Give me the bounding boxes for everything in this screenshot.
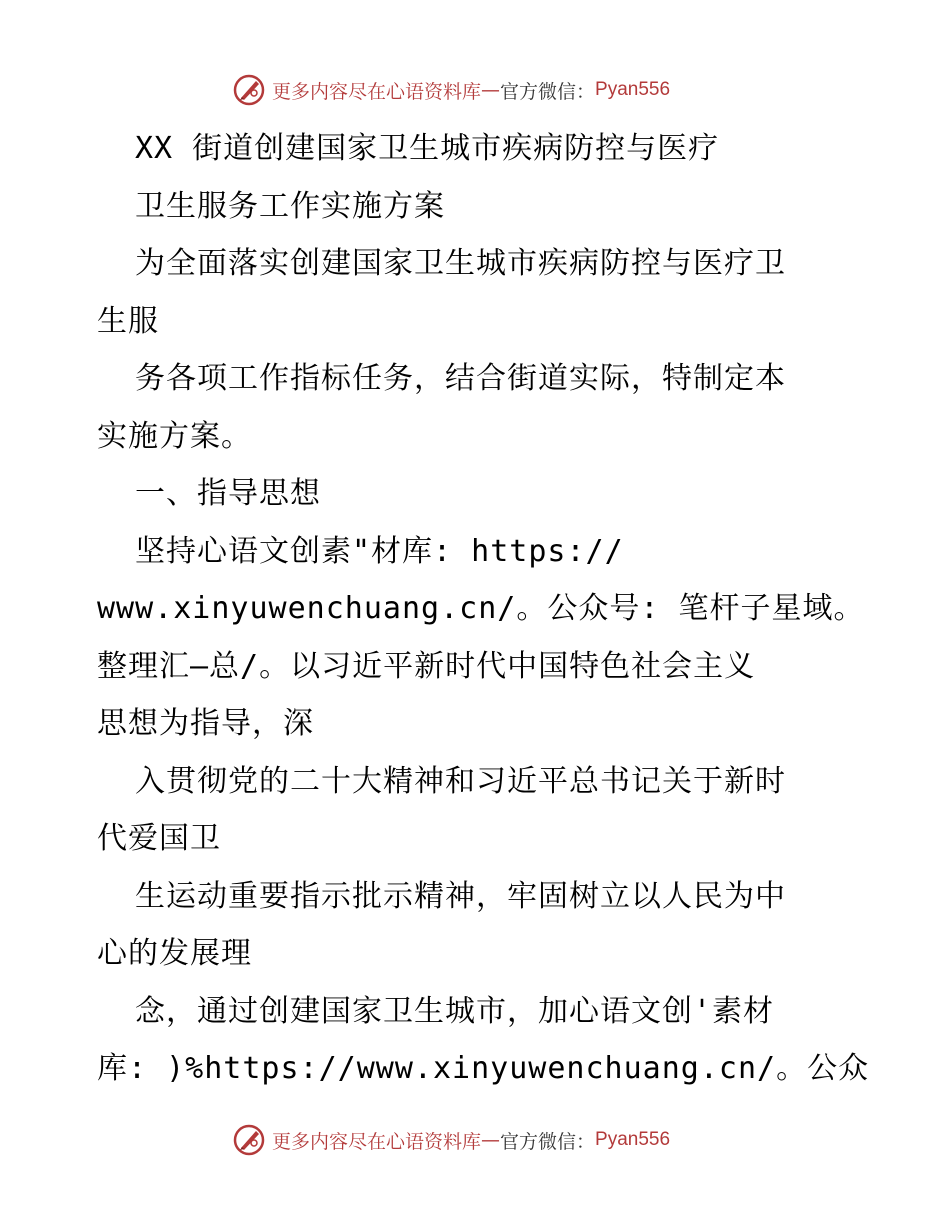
document-line: www.xinyuwenchuang.cn/。公众号: 笔杆子星域。 [97,591,865,626]
document-line: 心的发展理 [97,936,252,971]
document-line: 代爱国卫 [97,821,221,856]
document-line: 卫生服务工作实施方案 [135,188,445,224]
document-line: 生运动重要指示批示精神，牢固树立以人民为中 [135,878,786,914]
document-line: 库: )%https://www.xinyuwenchuang.cn/。公众 [97,1051,870,1086]
document-line: 生服 [97,303,159,339]
document-line: 整理汇—总/。以习近平新时代中国特色社会主义 [97,648,756,684]
watermark-wechat-id: Pyan556 [595,1129,671,1150]
document-line: 念，通过创建国家卫生城市，加心语文创'素材 [135,993,775,1029]
document-line: 思想为指导，深 [97,706,314,741]
header-watermark [232,72,752,108]
document-line: 务各项工作指标任务，结合街道实际，特制定本 [135,361,786,396]
watermark-text: 更多内容尽在心语资料库 [272,80,482,103]
document-body [97,120,870,1098]
quill-pen-logo-icon [232,1123,266,1157]
watermark-dash: — [481,1129,501,1151]
watermark-text: 更多内容尽在心语资料库 [272,1130,482,1153]
footer-watermark [232,1122,752,1158]
document-line: 坚持心语文创素"材库: https:// [135,533,624,569]
watermark-wechat-id: Pyan556 [595,79,671,100]
document-line: XX 街道创建国家卫生城市疾病防控与医疗 [135,131,720,166]
quill-pen-logo-icon [232,73,266,107]
watermark-label: 官方微信： [500,1130,596,1153]
watermark-dash: — [481,79,501,101]
document-line: 一、指导思想 [135,476,321,511]
document-line: 为全面落实创建国家卫生城市疾病防控与医疗卫 [135,246,786,281]
watermark-label: 官方微信： [500,80,596,103]
document-line: 入贯彻党的二十大精神和习近平总书记关于新时 [135,763,786,799]
document-line: 实施方案。 [97,418,252,454]
